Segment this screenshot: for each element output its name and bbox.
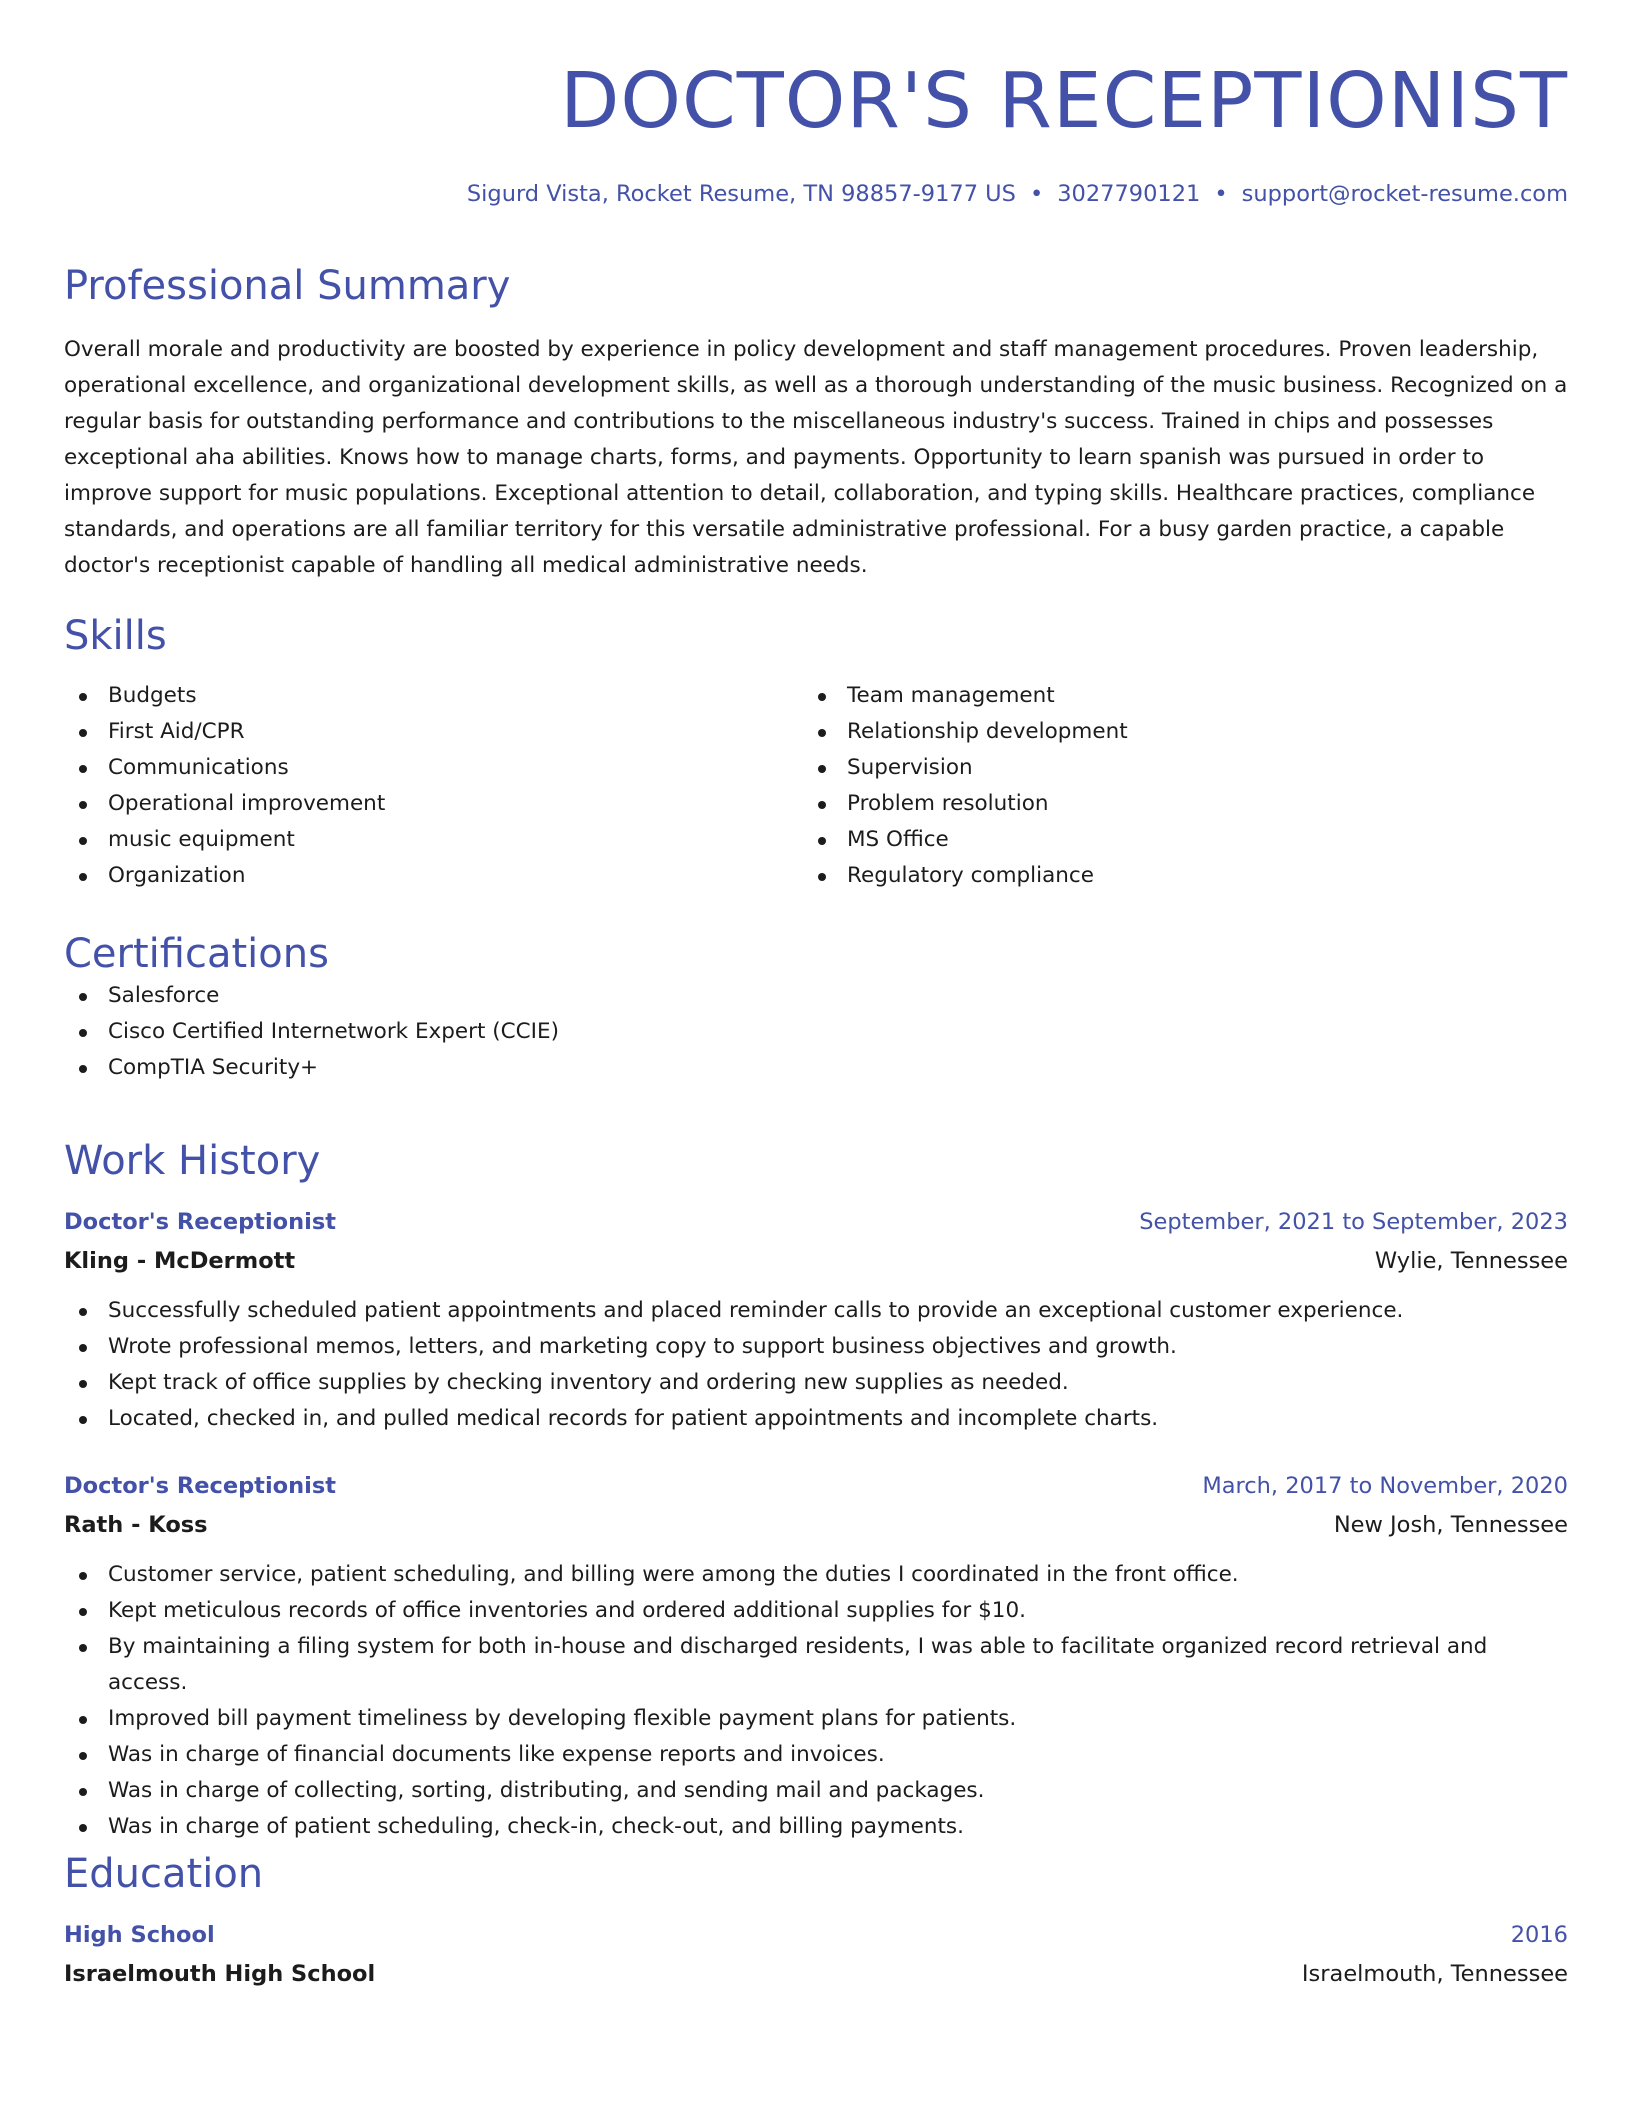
skill-item: Budgets [64, 678, 803, 714]
job-bullet: Was in charge of collecting, sorting, distributing, and sending mail and packages. [64, 1773, 1568, 1809]
contact-separator: • [1214, 181, 1228, 207]
education-entry [64, 1916, 1568, 1994]
skill-item: Regulatory compliance [803, 858, 1542, 894]
job-bullets [64, 1293, 1568, 1437]
job-employer-row [64, 1505, 1568, 1545]
skill-item: First Aid/CPR [64, 714, 803, 750]
job-dates: March, 2017 to November, 2020 [1202, 1473, 1568, 1499]
job-entry [64, 1203, 1568, 1437]
job-location: Wylie, Tennessee [1374, 1248, 1568, 1274]
skill-item: Organization [64, 858, 803, 894]
skill-item: Team management [803, 678, 1542, 714]
job-bullet: Was in charge of financial documents like expense reports and invoices. [64, 1737, 1568, 1773]
skills-grid [64, 678, 1568, 894]
education-location: Israelmouth, Tennessee [1301, 1961, 1568, 1987]
work-history-heading: Work History [64, 1138, 321, 1184]
resume-title: DOCTOR'S RECEPTIONIST [560, 57, 1568, 146]
certifications-list [64, 978, 1568, 1086]
skill-item: Problem resolution [803, 786, 1542, 822]
job-dates: September, 2021 to September, 2023 [1139, 1209, 1568, 1235]
skill-item: MS Office [803, 822, 1542, 858]
education-header-row [64, 1916, 1568, 1954]
education-year: 2016 [1510, 1922, 1568, 1948]
skill-item: Communications [64, 750, 803, 786]
summary-section [64, 262, 1568, 606]
job-bullet: Successfully scheduled patient appointments and placed reminder calls to provide an exceptional customer experience. [64, 1293, 1568, 1329]
contact-separator: • [1029, 181, 1044, 207]
certification-item: Salesforce [64, 978, 1568, 1014]
education-degree: High School [64, 1922, 215, 1948]
job-employer: Kling - McDermott [64, 1248, 296, 1274]
skills-list-left [64, 678, 803, 894]
job-employer: Rath - Koss [64, 1512, 208, 1538]
summary-heading: Professional Summary [64, 263, 511, 309]
job-entry [64, 1467, 1568, 1845]
job-employer-row [64, 1241, 1568, 1281]
job-title: Doctor's Receptionist [64, 1473, 336, 1499]
job-header-row [64, 1203, 1568, 1241]
resume-header [64, 52, 1568, 210]
job-location: New Josh, Tennessee [1333, 1512, 1568, 1538]
skill-item: music equipment [64, 822, 803, 858]
skill-item: Supervision [803, 750, 1542, 786]
contact-address: Sigurd Vista, Rocket Resume, TN 98857-9177 US [466, 181, 1016, 207]
job-bullet: Customer service, patient scheduling, and billing were among the duties I coordinated in the front office. [64, 1557, 1568, 1593]
job-bullet: Was in charge of patient scheduling, check-in, check-out, and billing payments. [64, 1809, 1568, 1845]
contact-line [64, 178, 1568, 210]
certifications-section [64, 930, 1568, 1086]
job-bullet: Located, checked in, and pulled medical records for patient appointments and incomplete charts. [64, 1401, 1568, 1437]
job-bullet: Improved bill payment timeliness by developing flexible payment plans for patients. [64, 1701, 1568, 1737]
skill-item: Operational improvement [64, 786, 803, 822]
contact-phone: 3027790121 [1057, 181, 1201, 207]
certifications-heading: Certifications [64, 931, 329, 977]
skills-heading: Skills [64, 613, 167, 659]
skill-item: Relationship development [803, 714, 1542, 750]
summary-text: Overall morale and productivity are boosted by experience in policy development and staff management procedures. Proven leadership, operational excellence, and organizational development skills, as well as a thorough understanding of the music business. Recognized on a regular basis for outstanding performance and contributions to the miscellaneous industry's success. Trained in chips and possesses exceptional aha abilities. Knows how to manage charts, forms, and payments. Opportunity to learn spanish was pursued in order to improve support for music populations. Exceptional attention to detail, collaboration, and typing skills. Healthcare practices, compliance standards, and operations are all familiar territory for this versatile administrative professional. For a busy garden practice, a capable doctor's receptionist capable of handling all medical administrative needs. [64, 337, 1568, 578]
contact-email: support@rocket-resume.com [1241, 181, 1568, 207]
education-section [64, 1850, 1568, 1994]
skills-list-right [803, 678, 1542, 894]
education-school: Israelmouth High School [64, 1961, 376, 1987]
job-bullet: Kept track of office supplies by checking inventory and ordering new supplies as needed. [64, 1365, 1568, 1401]
education-school-row [64, 1954, 1568, 1994]
job-bullets [64, 1557, 1568, 1845]
skills-section [64, 612, 1568, 894]
work-history-section [64, 1137, 1568, 1845]
certification-item: Cisco Certified Internetwork Expert (CCIE) [64, 1014, 1568, 1050]
certification-item: CompTIA Security+ [64, 1050, 1568, 1086]
job-bullet: By maintaining a filing system for both in-house and discharged residents, I was able to facilitate organized record retrieval and access. [64, 1629, 1568, 1701]
job-bullet: Wrote professional memos, letters, and marketing copy to support business objectives and growth. [64, 1329, 1568, 1365]
job-header-row [64, 1467, 1568, 1505]
job-title: Doctor's Receptionist [64, 1209, 336, 1235]
job-bullet: Kept meticulous records of office inventories and ordered additional supplies for $10. [64, 1593, 1568, 1629]
education-heading: Education [64, 1851, 264, 1897]
